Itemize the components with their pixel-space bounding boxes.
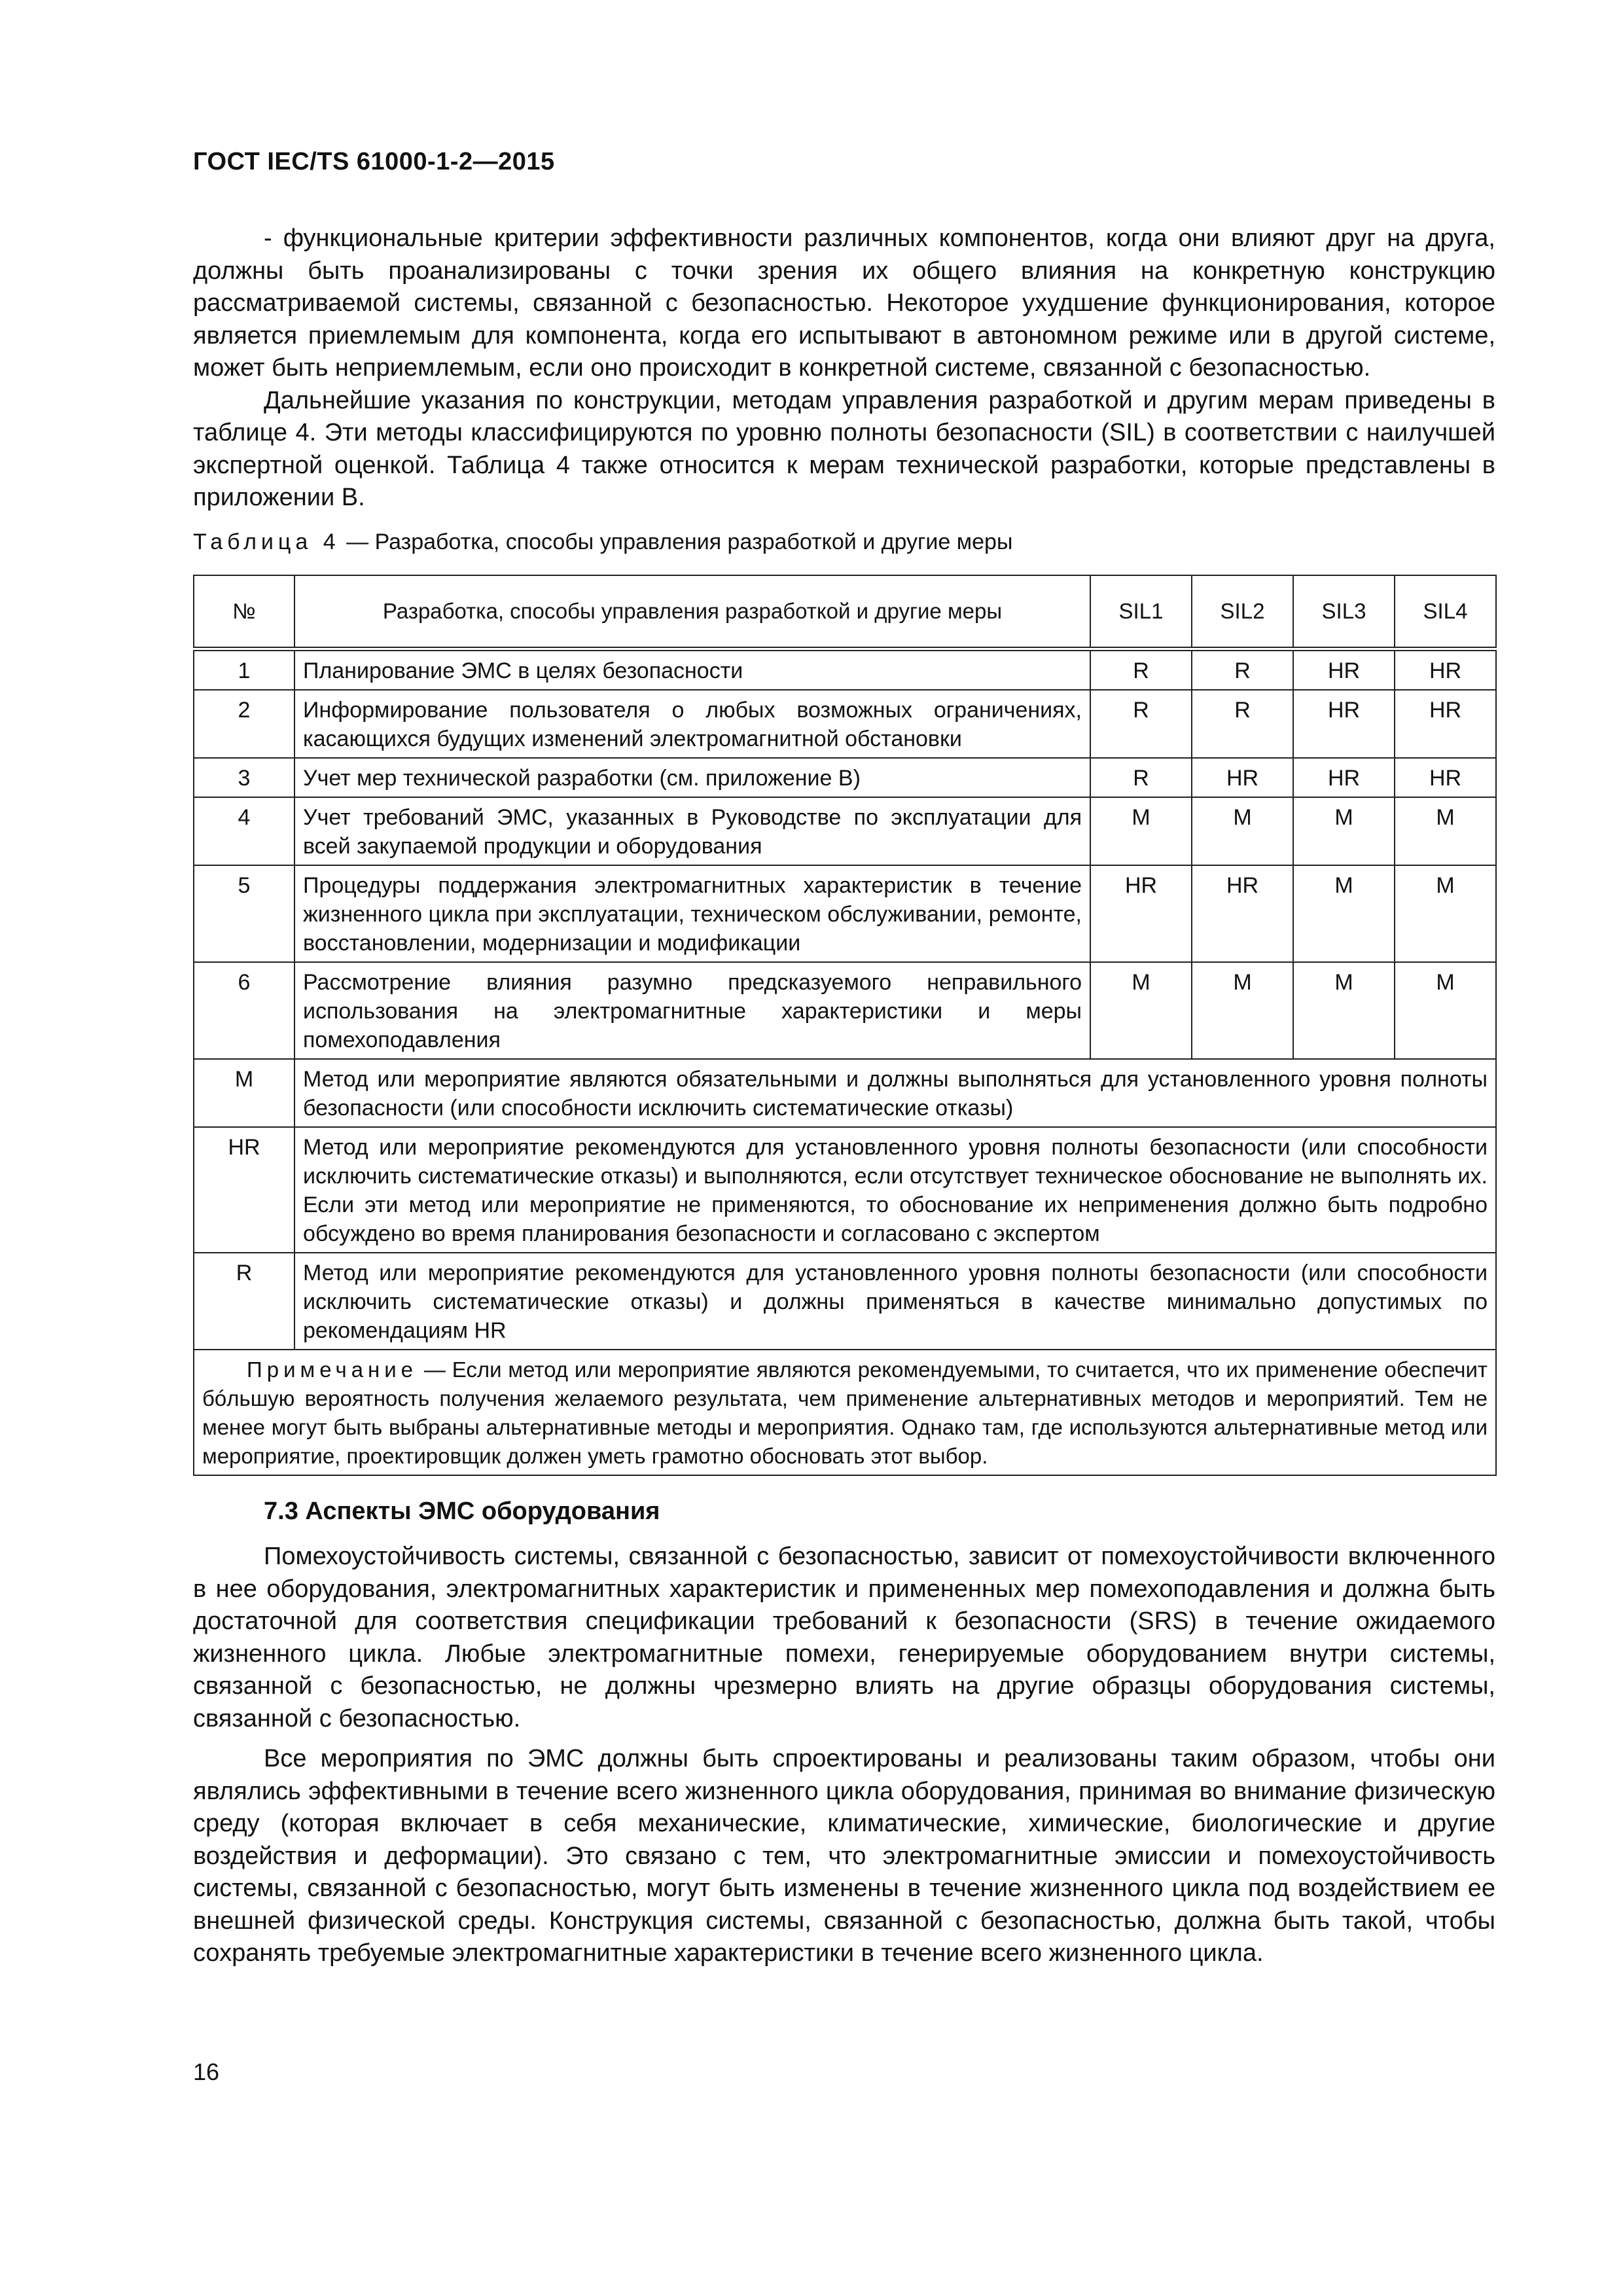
legend-text: Метод или мероприятие рекомендуются для установленного уровня полноты безопасности (или способности исключить систематические отказы) и выполняются, если отсутствует техническое обоснование не выполнять их. Если эти метод или мероприятие не применяются, то обоснование их неприменения должно быть подробно обсуждено во время планирования безопасности и согласовано с экспертом bbox=[294, 1127, 1496, 1253]
section-paragraph-2: Все мероприятия по ЭМС должны быть спроектированы и реализованы таким образом, чтобы они являлись эффективными в течение всего жизненного цикла оборудования, принимая во внимание физическую среду (которая включает в себя механические, климатические, химические, биологические и другие воздействия и деформации). Это связано с тем, что электромагнитные эмиссии и помехоустойчивость системы, связанной с безопасностью, могут быть изменены в течение жизненного цикла под воздействием ее внешней физической среды. Конструкция системы, связанной с безопасностью, должна быть такой, чтобы сохранять требуемые электромагнитные характеристики в течение всего жизненного цикла. bbox=[193, 1745, 1495, 1967]
row-sil1: HR bbox=[1090, 865, 1192, 962]
table-row bbox=[194, 758, 1496, 797]
row-sil3: M bbox=[1293, 797, 1395, 865]
row-number: 6 bbox=[194, 962, 294, 1059]
row-measure: Информирование пользователя о любых возможных ограничениях, касающихся будущих изменений электромагнитной обстановки bbox=[294, 690, 1090, 758]
page-number: 16 bbox=[193, 2058, 220, 2085]
column-header-sil4: SIL4 bbox=[1395, 575, 1496, 649]
column-header-sil2: SIL2 bbox=[1192, 575, 1293, 649]
row-sil4: M bbox=[1395, 865, 1496, 962]
table-note-text: — Если метод или мероприятие являются рекомендуемыми, то считается, что их применение обеспечит бóльшую вероятность получения желаемого результата, чем применение альтернативных методов и мероприятий. Тем не менее могут быть выбраны альтернативные методы и мероприятия. Однако там, где используются альтернативные метод или мероприятие, проектировщик должен уметь грамотно обосновать этот выбор. bbox=[202, 1357, 1488, 1468]
row-measure: Учет мер технической разработки (см. приложение В) bbox=[294, 758, 1090, 797]
table-row bbox=[194, 649, 1496, 690]
table-row bbox=[194, 797, 1496, 865]
column-header-sil1: SIL1 bbox=[1090, 575, 1192, 649]
row-sil2: R bbox=[1192, 649, 1293, 690]
row-sil4: HR bbox=[1395, 690, 1496, 758]
legend-text: Метод или мероприятие рекомендуются для установленного уровня полноты безопасности (или способности исключить систематические отказы) и должны применяться в качестве минимально допустимых по рекомендациям HR bbox=[294, 1253, 1496, 1350]
row-sil3: M bbox=[1293, 962, 1395, 1059]
row-sil2: M bbox=[1192, 962, 1293, 1059]
row-sil1: R bbox=[1090, 649, 1192, 690]
measures-table bbox=[193, 575, 1497, 1476]
row-number: 4 bbox=[194, 797, 294, 865]
row-measure: Учет требований ЭМС, указанных в Руководстве по эксплуатации для всей закупаемой продукции и оборудования bbox=[294, 797, 1090, 865]
legend-row bbox=[194, 1059, 1496, 1127]
table-caption bbox=[193, 528, 1495, 556]
legend-key: M bbox=[194, 1059, 294, 1127]
table-header-row bbox=[194, 575, 1496, 649]
table-note-row bbox=[194, 1350, 1496, 1475]
table-row bbox=[194, 962, 1496, 1059]
row-sil1: M bbox=[1090, 797, 1192, 865]
row-sil2: HR bbox=[1192, 758, 1293, 797]
row-sil3: HR bbox=[1293, 649, 1395, 690]
row-sil4: M bbox=[1395, 797, 1496, 865]
row-sil2: M bbox=[1192, 797, 1293, 865]
row-measure: Процедуры поддержания электромагнитных характеристик в течение жизненного цикла при эксплуатации, техническом обслуживании, ремонте, восстановлении, модернизации и модификации bbox=[294, 865, 1090, 962]
section-title: 7.3 Аспекты ЭМС оборудования bbox=[264, 1497, 660, 1525]
table-note bbox=[194, 1350, 1496, 1475]
table-caption-title: Разработка, способы управления разработкой и другие меры bbox=[374, 529, 1013, 554]
row-sil3: HR bbox=[1293, 690, 1395, 758]
legend-text: Метод или мероприятие являются обязательными и должны выполняться для установленного уровня полноты безопасности (или способности исключить систематические отказы) bbox=[294, 1059, 1496, 1127]
row-sil4: HR bbox=[1395, 758, 1496, 797]
row-measure: Рассмотрение влияния разумно предсказуемого неправильного использования на электромагнитные характеристики и меры помехоподавления bbox=[294, 962, 1090, 1059]
column-header-num: № bbox=[194, 575, 294, 649]
legend-key: R bbox=[194, 1253, 294, 1350]
table-caption-dash: — bbox=[340, 529, 375, 554]
table-note-label: Примечание bbox=[247, 1357, 418, 1382]
row-number: 2 bbox=[194, 690, 294, 758]
row-number: 1 bbox=[194, 649, 294, 690]
row-sil1: R bbox=[1090, 690, 1192, 758]
column-header-measure: Разработка, способы управления разработкой и другие меры bbox=[294, 575, 1090, 649]
intro-paragraph-1: - функциональные критерии эффективности различных компонентов, когда они влияют друг на друга, должны быть проанализированы с точки зрения их общего влияния на конкретную конструкцию рассматриваемой системы, связанной с безопасностью. Некоторое ухудшение функционирования, которое является приемлемым для компонента, когда его испытывают в автономном режиме или в другой системе, может быть неприемлемым, если оно происходит в конкретной системе, связанной с безопасностью. bbox=[193, 224, 1495, 382]
table-row bbox=[194, 690, 1496, 758]
row-number: 5 bbox=[194, 865, 294, 962]
row-sil4: M bbox=[1395, 962, 1496, 1059]
row-number: 3 bbox=[194, 758, 294, 797]
section-paragraph-1: Помехоустойчивость системы, связанной с безопасностью, зависит от помехоустойчивости включенного в нее оборудования, электромагнитных характеристик и примененных мер помехоподавления и должна быть достаточной для соответствия спецификации требований к безопасности (SRS) в течение ожидаемого жизненного цикла. Любые электромагнитные помехи, генерируемые оборудованием внутри системы, связанной с безопасностью, не должны чрезмерно влиять на другие образцы оборудования системы, связанной с безопасностью. bbox=[193, 1543, 1495, 1732]
row-sil2: R bbox=[1192, 690, 1293, 758]
table-caption-label: Таблица 4 bbox=[193, 529, 340, 554]
row-sil3: HR bbox=[1293, 758, 1395, 797]
row-sil4: HR bbox=[1395, 649, 1496, 690]
row-sil2: HR bbox=[1192, 865, 1293, 962]
row-sil3: M bbox=[1293, 865, 1395, 962]
legend-key: HR bbox=[194, 1127, 294, 1253]
row-measure: Планирование ЭМС в целях безопасности bbox=[294, 649, 1090, 690]
table-row bbox=[194, 865, 1496, 962]
document-header: ГОСТ IEC/TS 61000-1-2—2015 bbox=[193, 148, 555, 175]
intro-paragraph-2: Дальнейшие указания по конструкции, методам управления разработкой и другим мерам приведены в таблице 4. Эти методы классифицируются по уровню полноты безопасности (SIL) в соответствии с наилучшей экспертной оценкой. Таблица 4 также относится к мерам технической разработки, которые представлены в приложении В. bbox=[193, 386, 1495, 511]
column-header-sil3: SIL3 bbox=[1293, 575, 1395, 649]
page-content bbox=[193, 223, 1495, 1970]
row-sil1: R bbox=[1090, 758, 1192, 797]
row-sil1: M bbox=[1090, 962, 1192, 1059]
legend-row bbox=[194, 1127, 1496, 1253]
legend-row bbox=[194, 1253, 1496, 1350]
